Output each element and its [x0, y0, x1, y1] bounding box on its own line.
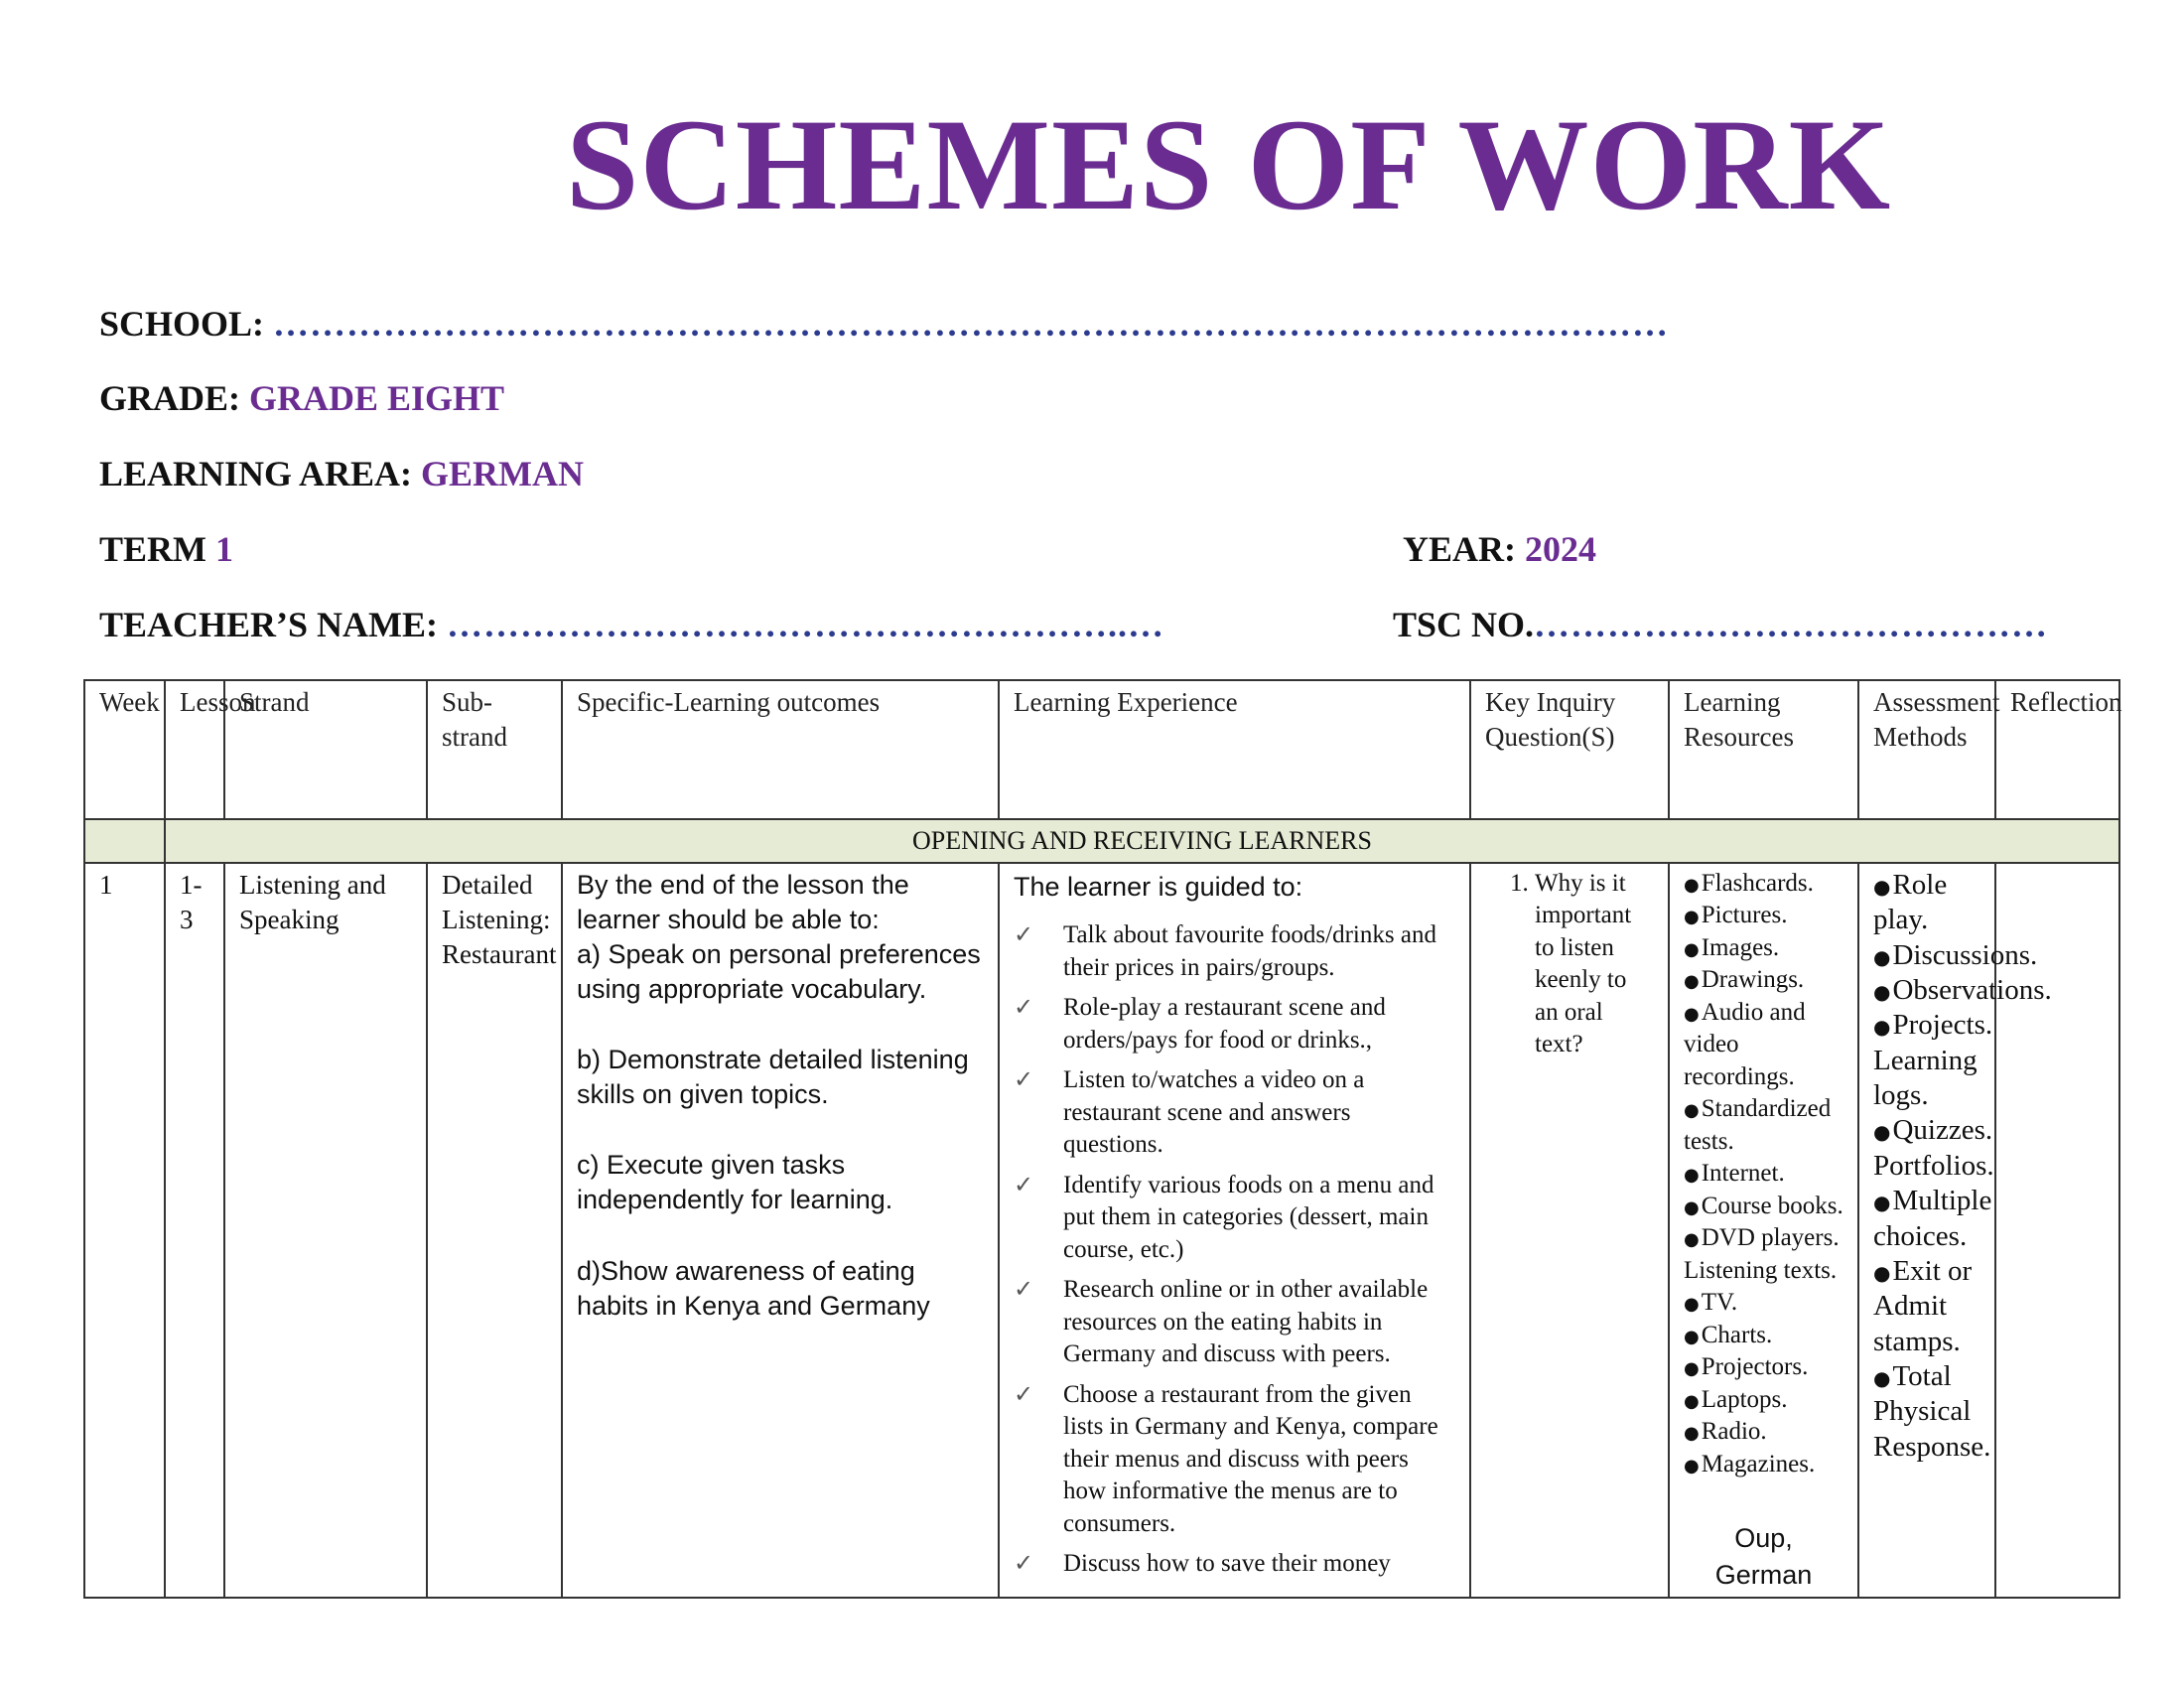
page-title: SCHEMES OF WORK — [566, 91, 1892, 237]
band-spacer — [84, 819, 165, 863]
header-reflection: Reflection — [1995, 680, 2119, 819]
cell-assessment — [1858, 863, 2052, 1598]
list-item: ● Charts. — [1684, 1320, 1843, 1352]
cell-lesson: 1-3 — [165, 863, 224, 1598]
header-outcomes: Specific-Learning outcomes — [562, 680, 999, 819]
resources-extra: Oup, German — [1714, 1523, 1813, 1590]
cell-week: 1 — [84, 863, 165, 1598]
list-item: ✓ Research online or in other available resources on the eating habits in Germany and discuss with peers. — [1014, 1275, 1429, 1368]
tsc-line — [1393, 604, 2048, 645]
cell-kiq — [1470, 863, 1669, 1598]
list-item: ✓ Discuss how to save their money — [1014, 1548, 1455, 1581]
resources-list — [1684, 868, 1843, 1481]
school-field[interactable]: …………………………………………………………………………………………………… — [273, 304, 1670, 344]
list-item: ● Standardized tests. — [1684, 1093, 1843, 1158]
check-icon: ✓ — [1014, 1549, 1034, 1578]
assessment-list — [1873, 868, 2052, 1465]
list-item: ● Magazines. — [1684, 1449, 1843, 1481]
outcome-c: c) Execute given tasks independently for learning. — [577, 1150, 893, 1215]
list-item: ● Multiple choices. — [1873, 1184, 1980, 1254]
year-label: YEAR: — [1403, 529, 1516, 569]
header-lesson: Lesson — [165, 680, 224, 819]
band-label: OPENING AND RECEIVING LEARNERS — [165, 819, 2119, 863]
term-label: TERM — [99, 529, 206, 569]
list-item: ✓ Identify various foods on a menu and put them in categories (dessert, main course, etc.) — [1014, 1170, 1434, 1263]
grade-label: GRADE: — [99, 378, 240, 418]
cell-reflection[interactable] — [1995, 863, 2119, 1598]
learning-area-label: LEARNING AREA: — [99, 454, 413, 493]
year-value: 2024 — [1525, 529, 1596, 569]
cell-resources — [1669, 863, 1858, 1598]
list-item: ● Drawings. — [1684, 964, 1843, 997]
learning-area-value: GERMAN — [421, 454, 585, 493]
list-item: ● Course books. — [1684, 1191, 1843, 1223]
list-item: ✓ Talk about favourite foods/drinks and their prices in pairs/groups. — [1014, 920, 1436, 981]
year-line — [1403, 528, 1596, 570]
teacher-line — [99, 604, 1164, 645]
list-item: ✓ Choose a restaurant from the given lists in Germany and Kenya, compare their menus and discuss with peers how informative the menus are to consumers. — [1014, 1379, 1438, 1537]
header-experience: Learning Experience — [999, 680, 1470, 819]
list-item: ● DVD players. Listening texts. — [1684, 1222, 1843, 1287]
check-icon: ✓ — [1014, 1065, 1034, 1094]
band-row — [84, 819, 2119, 863]
teacher-label: TEACHER’S NAME: — [99, 605, 439, 644]
teacher-name-field[interactable]: ………………………………………………..… — [447, 605, 1165, 644]
experience-list — [1014, 919, 1455, 1581]
header-week: Week — [84, 680, 165, 819]
check-icon: ✓ — [1014, 1379, 1034, 1408]
cell-strand: Listening and Speaking — [224, 863, 427, 1598]
outcome-d: d)Show awareness of eating habits in Kenya and Germany — [577, 1255, 930, 1321]
list-item: ● Laptops. — [1684, 1384, 1843, 1417]
header-assessment: Assessment Methods — [1858, 680, 1995, 819]
check-icon: ✓ — [1014, 1170, 1034, 1198]
schemes-table — [83, 679, 2120, 1599]
list-item: ● Projectors. — [1684, 1351, 1843, 1384]
list-item: ● Observations. — [1873, 973, 1980, 1008]
outcome-a: a) Speak on personal preferences using appropriate vocabulary. — [577, 938, 981, 1005]
term-value: 1 — [215, 529, 233, 569]
table-header-row — [84, 680, 2119, 819]
list-item: ● TV. — [1684, 1287, 1843, 1320]
list-item: 1. Why is it important to listen keenly to an oral text? — [1535, 868, 1654, 1061]
list-item: ● Discussions. — [1873, 938, 1980, 973]
table-row — [84, 863, 2119, 1598]
experience-intro: The learner is guided to: — [1014, 871, 1303, 902]
check-icon: ✓ — [1014, 1275, 1034, 1304]
list-item: ✓ Role-play a restaurant scene and orders/pays for food or drinks., — [1014, 993, 1386, 1054]
list-item: ● Flashcards. — [1684, 868, 1843, 901]
tsc-label: TSC NO. — [1393, 605, 1535, 644]
check-icon: ✓ — [1014, 920, 1034, 949]
list-item: ● Internet. — [1684, 1158, 1843, 1191]
list-item: ● Audio and video recordings. — [1684, 997, 1843, 1094]
list-item: ● Total Physical Response. — [1873, 1359, 1980, 1465]
grade-line — [99, 377, 504, 419]
cell-substrand: Detailed Listening: Restaurant — [427, 863, 562, 1598]
list-item: ● Projects. Learning logs. — [1873, 1008, 1980, 1113]
list-item: ✓ Listen to/watches a video on a restaurant scene and answers questions. — [1014, 1065, 1365, 1159]
header-substrand: Sub-strand — [427, 680, 562, 819]
school-line — [99, 303, 1669, 345]
outcomes-intro: By the end of the lesson the learner should be able to: — [577, 869, 909, 934]
tsc-field[interactable]: …………………………………… — [1534, 605, 2049, 644]
cell-outcomes — [562, 863, 999, 1598]
header-kiq: Key Inquiry Question(S) — [1470, 680, 1669, 819]
list-item: ● Pictures. — [1684, 900, 1843, 932]
list-item: ● Radio. — [1684, 1416, 1843, 1449]
header-strand: Strand — [224, 680, 427, 819]
outcome-b: b) Demonstrate detailed listening skills on given topics. — [577, 1045, 969, 1110]
term-line — [99, 528, 233, 570]
learning-area-line — [99, 453, 584, 494]
grade-value: GRADE EIGHT — [249, 378, 505, 418]
header-resources: Learning Resources — [1669, 680, 1858, 819]
list-item: ● Quizzes. Portfolios. — [1873, 1113, 1980, 1184]
list-item: ● Exit or Admit stamps. — [1873, 1254, 1980, 1359]
check-icon: ✓ — [1014, 993, 1034, 1022]
list-item: ● Role play. — [1873, 868, 1980, 938]
cell-experience — [999, 863, 1470, 1598]
list-item: ● Images. — [1684, 932, 1843, 965]
school-label: SCHOOL: — [99, 304, 265, 344]
kiq-list — [1485, 868, 1654, 1061]
